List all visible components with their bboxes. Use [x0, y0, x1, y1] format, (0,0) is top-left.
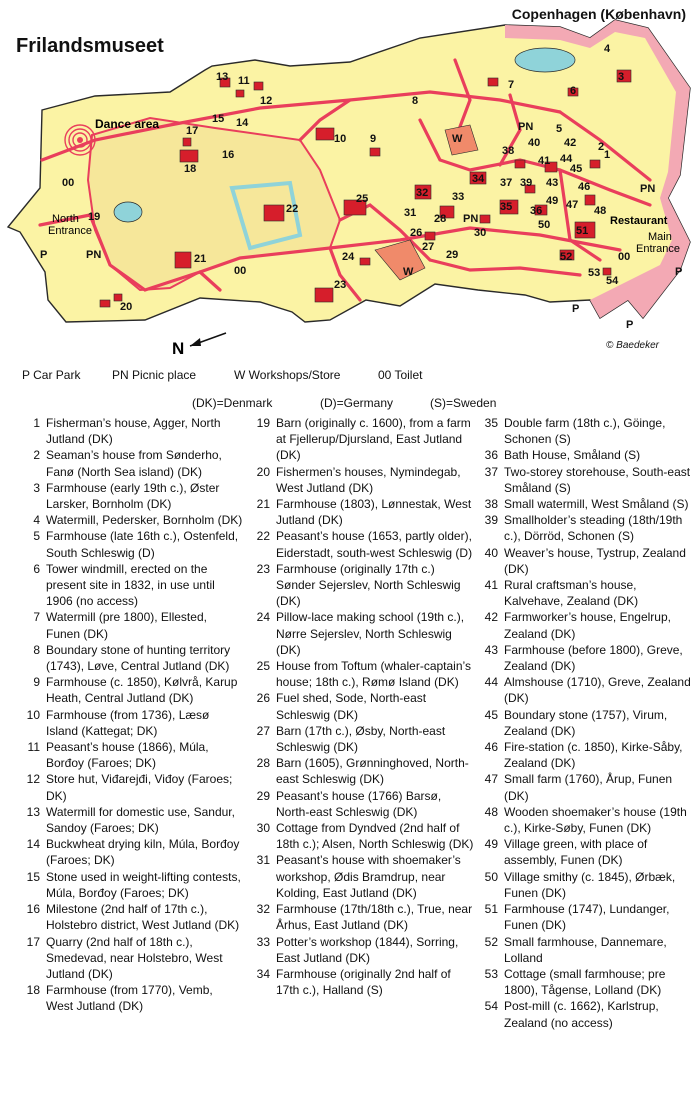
index-entry-number: 13	[26, 804, 40, 819]
index-entry	[18, 561, 243, 610]
toilet-marker: 00	[618, 251, 631, 263]
building-number-7: 7	[508, 79, 515, 91]
index-entry	[248, 690, 476, 722]
car-park-marker: P	[626, 319, 634, 331]
index-entry-number: 1	[33, 416, 40, 430]
index-entry-text: Farmhouse (originally 17th c.) Sønder Sejerslev, North Schleswig (DK)	[276, 561, 461, 609]
building-number-37: 37	[500, 177, 513, 189]
index-entry-text: Peasant’s house (1653, partly older), Eiderstadt, south-west Schleswig (D)	[276, 529, 473, 560]
workshop-marker: W	[452, 133, 463, 145]
index-entry-text: Cottage from Dyndved (2nd half of 18th c.); Alsen, North Schleswig (DK)	[276, 821, 474, 852]
building-number-21: 21	[194, 253, 207, 265]
main-entrance-line-2: Entrance	[636, 243, 681, 255]
building-number-33: 33	[452, 191, 465, 203]
index-entry-text: Cottage (small farmhouse; pre 1800), Tågense, Lolland (DK)	[504, 966, 666, 998]
index-entry-text: Post-mill (c. 1662), Karlstrup, Zealand (no access)	[504, 999, 659, 1030]
building-number-12: 12	[260, 95, 273, 107]
index-entry-text: Farmhouse (1747), Lundanger, Funen (DK)	[504, 902, 670, 933]
toilet-marker: 00	[234, 265, 247, 277]
index-entry-text: Barn (1605), Grønninghoved, North-east Schleswig (DK)	[276, 756, 469, 787]
index-entry	[476, 577, 696, 609]
building-number-34: 34	[472, 173, 485, 185]
building-number-4: 4	[604, 43, 611, 55]
main-entrance-line-1: Main	[648, 231, 672, 243]
index-entry-number: 38	[484, 497, 498, 512]
index-entry	[248, 788, 476, 820]
map-title: Frilandsmuseet	[16, 35, 164, 57]
index-entry-text: Small farm (1760), Årup, Funen (DK)	[504, 772, 673, 803]
index-entry-text: Fishermen’s houses, Nymindegab, West Jutland (DK)	[276, 464, 461, 495]
index-entry-text: Fisherman’s house, Agger, North Jutland (DK)	[46, 416, 221, 447]
index-entry-number: 7	[33, 610, 40, 625]
index-entry-number: 39	[484, 513, 498, 528]
index-entry-text: Tower windmill, erected on the present site in 1832, in use until 1906 (no access)	[46, 561, 215, 609]
index-entry	[18, 836, 243, 868]
index-entry-number: 6	[33, 561, 40, 576]
building-number-24: 24	[342, 251, 355, 263]
index-entry-number: 14	[26, 837, 40, 852]
index-entry-text: Seaman’s house from Sønderho, Fanø (North Sea island) (DK)	[46, 448, 222, 479]
index-entry-number: 25	[256, 659, 270, 674]
index-entry-text: Pillow-lace making school (19th c.), Nørre Sejerslev, North Schleswig (DK)	[276, 610, 465, 657]
building-number-49: 49	[546, 195, 559, 207]
dance-area-label: Dance area	[95, 117, 160, 131]
building-number-8: 8	[412, 95, 419, 107]
index-entry	[476, 869, 696, 901]
picnic-marker: PN	[86, 249, 102, 261]
index-entry	[248, 901, 476, 933]
index-entry-text: Barn (17th c.), Øsby, North-east Schleswig (DK)	[276, 723, 446, 755]
index-entry	[248, 966, 476, 998]
index-entry-text: Store hut, Viđarejđi, Viđoy (Faroes; DK)	[46, 772, 233, 803]
index-entry-text: Watermill, Pedersker, Bornholm (DK)	[46, 513, 243, 528]
building-index	[0, 415, 700, 1112]
index-entry-number: 43	[484, 642, 498, 657]
index-entry-text: Fuel shed, Sode, North-east Schleswig (DK)	[276, 691, 427, 722]
index-entry-number: 33	[256, 934, 270, 949]
index-entry	[248, 852, 476, 901]
index-entry	[476, 609, 696, 641]
index-entry	[18, 739, 243, 771]
index-entry-number: 37	[484, 464, 498, 479]
index-entry-text: Rural craftsman’s house, Kalvehave, Zealand (DK)	[504, 578, 639, 609]
index-entry	[18, 901, 243, 933]
index-entry-text: Boundary stone (1757), Virum, Zealand (DK)	[504, 707, 668, 738]
index-entry-text: House from Toftum (whaler-captain’s house; 18th c.), Rømø Island (DK)	[276, 659, 471, 690]
index-entry-text: Buckwheat drying kiln, Múla, Borđoy (Faroes; DK)	[46, 837, 240, 868]
index-entry	[248, 464, 476, 496]
index-entry-number: 53	[484, 966, 498, 981]
index-entry-text: Village smithy (c. 1845), Ørbæk, Funen (DK)	[504, 869, 676, 900]
building-number-30: 30	[474, 227, 487, 239]
index-entry-number: 49	[484, 837, 498, 852]
index-entry-number: 11	[27, 740, 40, 755]
index-entry-text: Farmworker’s house, Engelrup, Zealand (DK)	[504, 610, 671, 641]
index-entry-text: Almshouse (1710), Greve, Zealand (DK)	[504, 675, 691, 706]
index-entry	[18, 415, 243, 447]
index-entry-number: 34	[256, 966, 270, 981]
index-column-2	[248, 415, 476, 998]
index-entry	[476, 739, 696, 771]
index-entry	[248, 934, 476, 966]
index-entry-text: Village green, with place of assembly, Funen (DK)	[504, 837, 648, 868]
index-entry	[476, 415, 696, 447]
building-number-16: 16	[222, 149, 235, 161]
index-entry-number: 54	[484, 999, 498, 1014]
index-entry	[476, 496, 696, 512]
restaurant-label: Restaurant	[610, 215, 668, 227]
workshop-marker: W	[403, 266, 414, 278]
index-entry	[18, 528, 243, 560]
building-number-47: 47	[566, 199, 579, 211]
index-entry-text: Watermill for domestic use, Sandur, Sandoy (Faroes; DK)	[46, 804, 235, 836]
building-number-29: 29	[446, 249, 459, 261]
index-entry-text: Bath House, Småland (S)	[504, 448, 641, 463]
index-entry-text: Farmhouse (c. 1850), Kølvrå, Karup Heath, Central Jutland (DK)	[46, 675, 238, 706]
index-entry-text: Farmhouse (from 1770), Vemb, West Jutland (DK)	[46, 983, 213, 1014]
legend-car-park: P Car Park	[22, 368, 81, 382]
index-entry-number: 16	[26, 902, 40, 917]
index-entry-number: 12	[26, 772, 40, 787]
index-entry-text: Peasant’s house (1866), Múla, Borđoy (Faroes; DK)	[46, 740, 209, 771]
index-entry-number: 46	[484, 740, 498, 755]
index-entry-number: 9	[33, 675, 40, 690]
picnic-marker: PN	[518, 121, 534, 133]
building-number-23: 23	[334, 279, 347, 291]
index-entry	[476, 512, 696, 544]
index-entry-text: Two-storey storehouse, South-east Småland (S)	[504, 464, 691, 495]
legend-germany: (D)=Germany	[320, 396, 394, 410]
index-entry-number: 47	[484, 772, 498, 787]
building-number-32: 32	[416, 187, 429, 199]
index-entry	[476, 545, 696, 577]
index-column-3	[476, 415, 696, 1031]
building-number-20: 20	[120, 301, 133, 313]
building-number-18: 18	[184, 163, 197, 175]
building-number-28: 28	[434, 213, 447, 225]
index-entry-text: Farmhouse (early 19th c.), Øster Larsker, Bornholm (DK)	[46, 480, 220, 512]
index-entry	[476, 707, 696, 739]
car-park-marker: P	[40, 249, 48, 261]
index-entry	[248, 723, 476, 755]
index-entry-number: 24	[256, 610, 270, 625]
building-number-50: 50	[538, 219, 551, 231]
index-entry	[476, 674, 696, 706]
index-entry-number: 20	[256, 464, 270, 479]
index-entry-number: 52	[484, 934, 498, 949]
index-entry-text: Fire-station (c. 1850), Kirke-Såby, Zealand (DK)	[504, 740, 683, 771]
building-number-1: 1	[604, 149, 611, 161]
index-entry-text: Farmhouse (originally 2nd half of 17th c.), Halland (S)	[276, 966, 451, 998]
index-entry	[18, 642, 243, 674]
index-entry-number: 27	[256, 723, 270, 738]
index-entry-number: 26	[256, 691, 270, 706]
index-entry-number: 3	[33, 480, 40, 495]
index-entry	[248, 755, 476, 787]
building-number-31: 31	[404, 207, 417, 219]
building-number-10: 10	[334, 133, 347, 145]
index-entry	[18, 512, 243, 528]
index-entry-number: 4	[33, 513, 40, 528]
index-entry	[18, 480, 243, 512]
building-number-6: 6	[570, 85, 577, 97]
publisher-credit: © Baedeker	[606, 340, 659, 351]
index-entry-number: 22	[256, 529, 270, 544]
index-entry	[248, 415, 476, 464]
index-entry	[476, 642, 696, 674]
index-entry-number: 2	[33, 448, 40, 463]
index-entry-text: Smallholder’s steading (18th/19th c.), Dörröd, Schonen (S)	[504, 513, 683, 544]
legend-sweden: (S)=Sweden	[430, 396, 497, 410]
building-number-51: 51	[576, 225, 589, 237]
index-entry-number: 32	[256, 902, 270, 917]
index-entry-number: 45	[484, 707, 498, 722]
index-entry	[18, 609, 243, 641]
index-entry-text: Barn (originally c. 1600), from a farm at Fjellerup/Djursland, East Jutland (DK)	[276, 416, 471, 463]
north-entrance-line-2: Entrance	[48, 225, 93, 237]
legend-picnic: PN Picnic place	[112, 368, 197, 382]
building-number-44: 44	[560, 153, 573, 165]
index-entry-text: Boundary stone of hunting territory (1743), Løve, Central Jutland (DK)	[46, 642, 231, 674]
index-entry	[18, 804, 243, 836]
index-entry-number: 50	[484, 869, 498, 884]
index-entry-number: 44	[484, 675, 498, 690]
building-number-40: 40	[528, 137, 541, 149]
building-number-25: 25	[356, 193, 369, 205]
building-number-43: 43	[546, 177, 559, 189]
building-number-17: 17	[186, 125, 199, 137]
index-entry-number: 21	[256, 497, 270, 512]
building-number-3: 3	[618, 71, 625, 83]
index-entry-text: Farmhouse (late 16th c.), Ostenfeld, South Schleswig (D)	[46, 529, 239, 560]
building-number-15: 15	[212, 113, 225, 125]
legend-toilet: 00 Toilet	[378, 368, 423, 382]
picnic-marker: PN	[463, 213, 479, 225]
picnic-marker: PN	[640, 183, 656, 195]
building-number-41: 41	[538, 155, 551, 167]
index-entry	[476, 447, 696, 463]
index-entry-number: 23	[256, 561, 270, 576]
building-number-11: 11	[238, 75, 250, 87]
index-entry	[476, 934, 696, 966]
index-entry-text: Wooden shoemaker’s house (19th c.), Kirke-Søby, Funen (DK)	[504, 804, 687, 836]
index-entry	[248, 609, 476, 658]
index-entry	[248, 820, 476, 852]
building-number-13: 13	[216, 71, 229, 83]
index-entry-text: Small watermill, West Småland (S)	[504, 497, 689, 512]
building-number-52: 52	[560, 251, 573, 263]
index-entry	[18, 674, 243, 706]
index-entry-text: Watermill (pre 1800), Ellested, Funen (DK)	[46, 610, 207, 641]
index-entry-number: 35	[484, 416, 498, 430]
building-number-19: 19	[88, 211, 101, 223]
index-entry	[476, 836, 696, 868]
legend-denmark: (DK)=Denmark	[192, 396, 273, 410]
index-entry-number: 28	[256, 756, 270, 771]
index-entry-number: 19	[256, 416, 270, 430]
index-entry	[18, 447, 243, 479]
building-number-39: 39	[520, 177, 533, 189]
index-entry-text: Small farmhouse, Dannemare, Lolland	[504, 934, 667, 965]
index-entry-text: Farmhouse (before 1800), Greve, Zealand (DK)	[504, 642, 683, 674]
index-entry	[476, 966, 696, 998]
car-park-marker: P	[572, 303, 580, 315]
building-number-22: 22	[286, 203, 299, 215]
building-number-2: 2	[598, 141, 605, 153]
index-entry-text: Farmhouse (17th/18th c.), True, near Århus, East Jutland (DK)	[276, 902, 473, 933]
north-arrow	[172, 333, 226, 358]
building-number-35: 35	[500, 201, 513, 213]
index-entry-text: Quarry (2nd half of 18th c.), Smedevad, near Holstebro, West Jutland (DK)	[46, 934, 223, 981]
building-number-36: 36	[530, 205, 543, 217]
index-entry	[18, 869, 243, 901]
index-entry-text: Farmhouse (from 1736), Læsø Island (Kattegat; DK)	[46, 707, 210, 738]
legend-workshops: W Workshops/Store	[234, 368, 341, 382]
index-entry	[476, 998, 696, 1030]
building-number-14: 14	[236, 117, 249, 129]
north-entrance-line-1: North	[52, 213, 79, 225]
building-number-46: 46	[578, 181, 591, 193]
svg-text:N: N	[172, 339, 185, 358]
building-number-48: 48	[594, 205, 607, 217]
index-entry-number: 36	[484, 448, 498, 463]
index-entry	[248, 528, 476, 560]
index-entry-text: Milestone (2nd half of 17th c.), Holstebro district, West Jutland (DK)	[46, 902, 240, 933]
index-entry	[248, 496, 476, 528]
index-entry-text: Double farm (18th c.), Göinge, Schonen (S)	[504, 416, 666, 447]
index-entry	[476, 464, 696, 496]
building-number-5: 5	[556, 123, 563, 135]
building-number-26: 26	[410, 227, 423, 239]
index-entry-number: 29	[256, 788, 270, 803]
index-entry-number: 17	[26, 934, 40, 949]
index-entry-number: 10	[26, 707, 40, 722]
index-entry-number: 5	[33, 529, 40, 544]
index-entry	[476, 804, 696, 836]
building-number-53: 53	[588, 267, 601, 279]
index-entry-number: 18	[26, 983, 40, 998]
pond-east	[515, 48, 575, 72]
index-entry-number: 30	[256, 821, 270, 836]
building-number-54: 54	[606, 275, 619, 287]
index-entry	[18, 771, 243, 803]
building-number-45: 45	[570, 163, 583, 175]
index-entry-text: Peasant’s house (1766) Barsø, North-east Schleswig (DK)	[276, 788, 442, 819]
toilet-marker: 00	[62, 177, 75, 189]
index-entry-text: Peasant’s house with shoemaker’s workshop, Ødis Bramdrup, near Kolding, East Jutland (DK)	[276, 853, 461, 900]
index-entry-number: 41	[484, 578, 498, 593]
building-number-27: 27	[422, 241, 435, 253]
index-entry	[476, 771, 696, 803]
index-entry	[18, 982, 243, 1014]
index-entry	[248, 561, 476, 610]
index-entry	[18, 707, 243, 739]
museum-map	[0, 0, 700, 360]
pond-west	[114, 202, 142, 222]
index-entry-number: 31	[256, 853, 270, 868]
index-entry	[18, 934, 243, 983]
index-entry-number: 8	[33, 642, 40, 657]
map-city-title: Copenhagen (København)	[511, 6, 686, 22]
index-entry-text: Farmhouse (1803), Lønnestak, West Jutland (DK)	[276, 497, 472, 528]
building-number-38: 38	[502, 145, 515, 157]
index-entry-text: Weaver’s house, Tystrup, Zealand (DK)	[504, 545, 686, 576]
index-entry-number: 51	[484, 902, 498, 917]
index-column-1	[18, 415, 243, 1015]
index-entry-number: 42	[484, 610, 498, 625]
building-number-9: 9	[370, 133, 377, 145]
index-entry	[248, 658, 476, 690]
index-entry-number: 48	[484, 804, 498, 819]
index-entry-number: 40	[484, 545, 498, 560]
index-entry-text: Stone used in weight-lifting contests, Múla, Borđoy (Faroes; DK)	[46, 869, 241, 900]
index-entry-number: 15	[26, 869, 40, 884]
index-entry	[476, 901, 696, 933]
car-park-marker: P	[675, 266, 683, 278]
building-number-42: 42	[564, 137, 577, 149]
index-entry-text: Potter’s workshop (1844), Sorring, East Jutland (DK)	[276, 934, 459, 965]
